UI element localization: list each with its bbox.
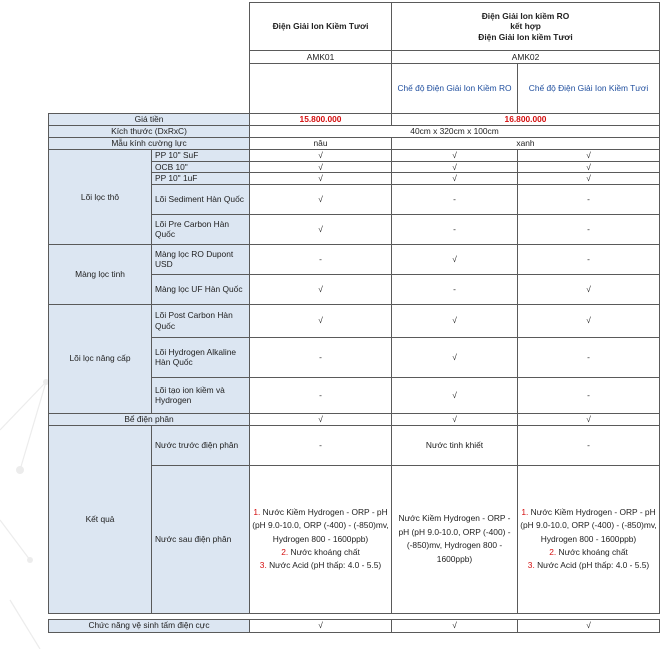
product2-name: Điện Giải Ion kiềm RO kết hợp Điện Giải Ion kiềm Tươi bbox=[392, 3, 660, 51]
price-amk02: 16.800.000 bbox=[392, 114, 660, 126]
electrolysis-row bbox=[49, 413, 660, 425]
model-amk01: AMK01 bbox=[250, 51, 392, 64]
group-coarse-filter: Lõi lọc thô bbox=[49, 150, 152, 245]
dash-mark: - bbox=[392, 184, 518, 214]
check-mark: √ bbox=[250, 413, 392, 425]
check-mark: √ bbox=[518, 161, 660, 173]
header-row bbox=[49, 3, 660, 51]
comparison-table-container bbox=[48, 2, 660, 633]
glass-row bbox=[49, 138, 660, 150]
check-mark: √ bbox=[392, 161, 518, 173]
size-label: Kích thước (DxRxC) bbox=[49, 126, 250, 138]
check-mark: √ bbox=[518, 150, 660, 162]
after-electrolysis-label: Nước sau điện phân bbox=[152, 465, 250, 613]
check-mark: √ bbox=[392, 244, 518, 274]
result-before-row bbox=[49, 425, 660, 465]
mode-ro: Chế độ Điện Giải Ion Kiềm RO bbox=[392, 64, 518, 114]
dash-mark: - bbox=[250, 337, 392, 377]
dash-mark: - bbox=[392, 274, 518, 304]
check-mark: √ bbox=[518, 274, 660, 304]
check-mark: √ bbox=[392, 377, 518, 413]
filter-sediment: Lõi Sediment Hàn Quốc bbox=[152, 184, 250, 214]
price-row bbox=[49, 114, 660, 126]
check-mark: √ bbox=[392, 304, 518, 337]
before-electrolysis-label: Nước trước điện phân bbox=[152, 425, 250, 465]
filter-ion-hydrogen: Lõi tạo ion kiềm và Hydrogen bbox=[152, 377, 250, 413]
filter-ocb: OCB 10" bbox=[152, 161, 250, 173]
check-mark: √ bbox=[250, 184, 392, 214]
cleaning-function-label: Chức năng vệ sinh tấm điện cực bbox=[49, 619, 250, 632]
price-amk01: 15.800.000 bbox=[250, 114, 392, 126]
glass-label: Mẫu kính cường lực bbox=[49, 138, 250, 150]
check-mark: √ bbox=[392, 150, 518, 162]
model-row bbox=[49, 51, 660, 64]
size-value: 40cm x 320cm x 100cm bbox=[250, 126, 660, 138]
check-mark: √ bbox=[518, 304, 660, 337]
filter-row bbox=[49, 304, 660, 337]
filter-uf-membrane: Màng lọc UF Hàn Quốc bbox=[152, 274, 250, 304]
size-row bbox=[49, 126, 660, 138]
filter-row bbox=[49, 244, 660, 274]
check-mark: √ bbox=[250, 173, 392, 185]
glass-amk02: xanh bbox=[392, 138, 660, 150]
filter-row bbox=[49, 150, 660, 162]
filter-pre-carbon: Lõi Pre Carbon Hàn Quốc bbox=[152, 214, 250, 244]
dash-mark: - bbox=[518, 425, 660, 465]
dash-mark: - bbox=[518, 244, 660, 274]
dash-mark: - bbox=[250, 244, 392, 274]
dash-mark: - bbox=[518, 184, 660, 214]
pure-water-value: Nước tinh khiết bbox=[392, 425, 518, 465]
check-mark: √ bbox=[250, 619, 392, 632]
check-mark: √ bbox=[518, 619, 660, 632]
check-mark: √ bbox=[250, 214, 392, 244]
group-result: Kết quả bbox=[49, 425, 152, 613]
group-fine-membrane: Màng lọc tinh bbox=[49, 244, 152, 304]
dash-mark: - bbox=[250, 377, 392, 413]
check-mark: √ bbox=[518, 413, 660, 425]
check-mark: √ bbox=[250, 304, 392, 337]
glass-amk01: nâu bbox=[250, 138, 392, 150]
group-electrolysis-cell: Bể điện phân bbox=[49, 413, 250, 425]
filter-pp-suf: PP 10" SuF bbox=[152, 150, 250, 162]
filter-post-carbon: Lõi Post Carbon Hàn Quốc bbox=[152, 304, 250, 337]
check-mark: √ bbox=[250, 161, 392, 173]
result-ro-mode: Nước Kiềm Hydrogen - ORP - pH (pH 9.0-10.0, ORP (-400) - (-850)mv, Hydrogen 800 - 1600ppb) bbox=[392, 465, 518, 613]
model-amk02: AMK02 bbox=[392, 51, 660, 64]
filter-hydrogen-alkaline: Lõi Hydrogen Alkaline Hàn Quốc bbox=[152, 337, 250, 377]
check-mark: √ bbox=[250, 150, 392, 162]
check-mark: √ bbox=[392, 619, 518, 632]
check-mark: √ bbox=[518, 173, 660, 185]
dash-mark: - bbox=[250, 425, 392, 465]
cleaning-row bbox=[49, 619, 660, 632]
check-mark: √ bbox=[250, 274, 392, 304]
price-label: Giá tiền bbox=[49, 114, 250, 126]
check-mark: √ bbox=[392, 337, 518, 377]
dash-mark: - bbox=[518, 377, 660, 413]
mode-fresh: Chế độ Điện Giải Ion Kiềm Tươi bbox=[518, 64, 660, 114]
result-list-amk01: 1. Nước Kiềm Hydrogen - ORP - pH (pH 9.0-10.0, ORP (-400) - (-850)mv, Hydrogen 800 - 1600ppb) 2. Nước khoáng chất 3. Nước Acid (pH thấp: 4.0 - 5.5) bbox=[250, 465, 392, 613]
check-mark: √ bbox=[392, 413, 518, 425]
result-list-fresh-mode: 1. Nước Kiềm Hydrogen - ORP - pH (pH 9.0-10.0, ORP (-400) - (-850)mv, Hydrogen 800 - 1600ppb) 2. Nước khoáng chất 3. Nước Acid (pH thấp: 4.0 - 5.5) bbox=[518, 465, 660, 613]
dash-mark: - bbox=[392, 214, 518, 244]
filter-pp-1uf: PP 10" 1uF bbox=[152, 173, 250, 185]
product-comparison-table bbox=[48, 2, 660, 633]
filter-ro-membrane: Màng lọc RO Dupont USD bbox=[152, 244, 250, 274]
dash-mark: - bbox=[518, 214, 660, 244]
dash-mark: - bbox=[518, 337, 660, 377]
product1-name: Điện Giải Ion Kiềm Tươi bbox=[250, 3, 392, 51]
mode-row bbox=[49, 64, 660, 114]
group-advanced-filter: Lõi lọc nâng cấp bbox=[49, 304, 152, 413]
check-mark: √ bbox=[392, 173, 518, 185]
